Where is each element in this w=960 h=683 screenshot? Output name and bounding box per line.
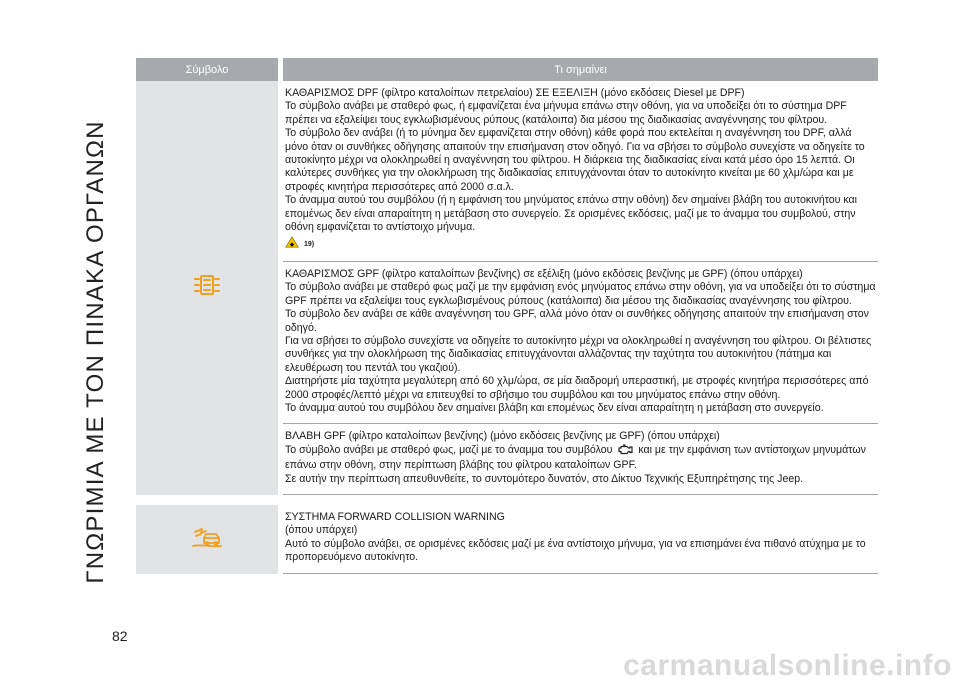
paragraph: Το σύμβολο ανάβει με σταθερό φως μαζί με την εμφάνιση ενός μηνύματος επάνω στην οθόνη, για να υποδείξει ότι το σύστημα GPF πρέπει να εξαλείψει τους εγκλωβισμένους ρύπους (κατάλοιπα) δια μέσου της διαδικασίας αναγέννησης του φίλτρου. bbox=[285, 281, 876, 307]
forward-collision-warning-icon bbox=[192, 526, 222, 553]
gpf-failure-block bbox=[283, 424, 878, 495]
paragraph: Αυτό το σύμβολο ανάβει, σε ορισμένες εκδόσεις μαζί με ένα αντίστοιχο μήνυμα, για να επισημάνει ένα πιθανό ατύχημα με το προπορευόμενο αυτοκίνητο. bbox=[285, 537, 866, 564]
warning-triangle-icon bbox=[285, 236, 299, 252]
chapter-title: ΓΝΩΡΙΜΙΑ ΜΕ ΤΟΝ ΠΙΝΑΚΑ ΟΡΓΑΝΩΝ bbox=[82, 120, 109, 584]
table-row bbox=[136, 505, 878, 574]
gpf-title: ΚΑΘΑΡΙΣΜΟΣ GPF (φίλτρο καταλοίπων βενζίνης) σε εξέλιξη (μόνο εκδόσεις βενζίνης με GPF) (όπου υπάρχει) bbox=[285, 267, 803, 280]
paragraph: Σε αυτήν την περίπτωση απευθυνθείτε, το συντομότερο δυνατόν, στο Δίκτυο Τεχνικής Εξυπηρέτησης της Jeep. bbox=[285, 472, 804, 485]
symbol-table bbox=[136, 58, 878, 574]
paragraph bbox=[285, 444, 876, 473]
dpf-cleaning-block bbox=[283, 81, 878, 262]
table-row bbox=[136, 81, 878, 495]
fcw-title: ΣΥΣΤΗΜΑ FORWARD COLLISION WARNING bbox=[285, 510, 505, 523]
paragraph: Το σύμβολο ανάβει με σταθερό φως, ή εμφανίζεται ένα μήνυμα επάνω στην οθόνη, για να υποδείξει ότι το σύστημα DPF πρέπει να εξαλείψει τους εγκλωβισμένους ρύπους (κατάλοιπα) δια μέσου της διαδικασίας αναγέννησης του φίλτρου. bbox=[285, 100, 847, 126]
symbol-cell bbox=[136, 81, 278, 495]
symbol-cell bbox=[136, 505, 278, 574]
engine-icon bbox=[617, 444, 633, 459]
text-before-icon: Το σύμβολο ανάβει με σταθερό φως, μαζί με το άναμμα του συμβόλου bbox=[285, 443, 613, 456]
gpf-filter-icon bbox=[194, 274, 220, 301]
paragraph: (όπου υπάρχει) bbox=[285, 524, 358, 537]
fcw-block bbox=[283, 505, 878, 574]
table-header bbox=[136, 58, 878, 81]
text-after-icon: και με την εμφάνιση των αντίστοιχων μηνυμάτων επάνω στην οθόνη, στην περίπτωση βλάβης του φίλτρου καταλοίπων GPF. bbox=[285, 443, 866, 472]
paragraph: Διατηρήστε μία ταχύτητα μεγαλύτερη από 60 χλμ/ώρα, σε μία διαδρομή υπεραστική, με στροφές κινητήρα περισσότερες από 2000 στροφές/λεπτό μέχρι να επιτευχθεί το σβήσιμο του συμβόλου και του μηνύματος επάνω στην οθόνη. bbox=[285, 375, 869, 401]
paragraph: Το άναμμα αυτού του συμβόλου δεν σημαίνει βλάβη και επομένως δεν είναι απαραίτητη η μετάβαση στο συνεργείο. bbox=[285, 401, 824, 414]
paragraph: Για να σβήσει το σύμβολο συνεχίστε να οδηγείτε το αυτοκίνητο μέχρι να ολοκληρωθεί η αναγέννηση του φίλτρου. Οι βέλτιστες συνθήκες για την ολοκλήρωση της διαδικασίας επιτυγχάνονται αλλάζοντας την ταχύτητα του αυτοκινήτου (πάτημα και ελευθέρωση του πεντάλ του γκαζιού). bbox=[285, 334, 872, 374]
watermark: carmanualsonline.info bbox=[623, 649, 952, 682]
row-gap bbox=[136, 495, 878, 505]
meaning-cell bbox=[283, 505, 878, 574]
reference-number: 19) bbox=[304, 240, 315, 248]
paragraph: Το σύμβολο δεν ανάβει (ή το μύνημα δεν εμφανίζεται στην οθόνη) κάθε φορά που εκτελείται η αναγέννηση του DPF, αλλά μόνο όταν οι συνθήκες οδήγησης απαιτούν την επισήμανση στον οδηγό. Για να σβήσει το σύμβολο συνεχίστε να οδηγείτε το αυτοκίνητο μέχρι να ολοκληρωθεί η αναγέννηση του φίλτρου. Η διάρκεια της διαδικασίας είναι κατά μέσο όρο 15 λεπτά. Οι καλύτερες συνθήκες για την ολοκλήρωση της διαδικασίας επιτυγχάνονται όταν το αυτοκίνητο κινείται με 60 χλμ/ώρα και με στροφές κινητήρα περισσότερες από 2000 σ.α.λ. bbox=[285, 127, 865, 193]
header-meaning: Τι σημαίνει bbox=[283, 58, 878, 81]
dpf-title: ΚΑΘΑΡΙΣΜΟΣ DPF (φίλτρο καταλοίπων πετρελαίου) ΣΕ ΕΞΕΛΙΞΗ (μόνο εκδόσεις Diesel με DPF) bbox=[285, 87, 745, 99]
meaning-cell bbox=[283, 81, 878, 495]
page-number: 82 bbox=[112, 628, 128, 644]
header-symbol: Σύμβολο bbox=[136, 58, 278, 81]
warning-reference bbox=[285, 236, 876, 252]
svg-text:◆: ◆ bbox=[289, 242, 295, 249]
paragraph: Το άναμμα αυτού του συμβόλου (ή η εμφάνιση του μηνύματος επάνω στην οθόνη) δεν σημαίνει βλάβη του αυτοκινήτου και επομένως δεν είναι απαραίτητη η μετάβαση στο συνεργείο. Σε ορισμένες εκδόσεις, μαζί με το άναμμα του συμβολού, στην οθόνη εμφανίζεται το αντίστοιχο μήνυμα. bbox=[285, 194, 858, 234]
gpf-cleaning-block bbox=[283, 262, 878, 424]
gpf-failure-title: ΒΛΑΒΗ GPF (φίλτρο καταλοίπων βενζίνης) (μόνο εκδόσεις βενζίνης με GPF) (όπου υπάρχει) bbox=[285, 430, 720, 443]
paragraph: Το σύμβολο δεν ανάβει σε κάθε αναγέννηση του GPF, αλλά μόνο όταν οι συνθήκες οδήγησης απαιτούν την επισήμανση στον οδηγό. bbox=[285, 308, 869, 334]
